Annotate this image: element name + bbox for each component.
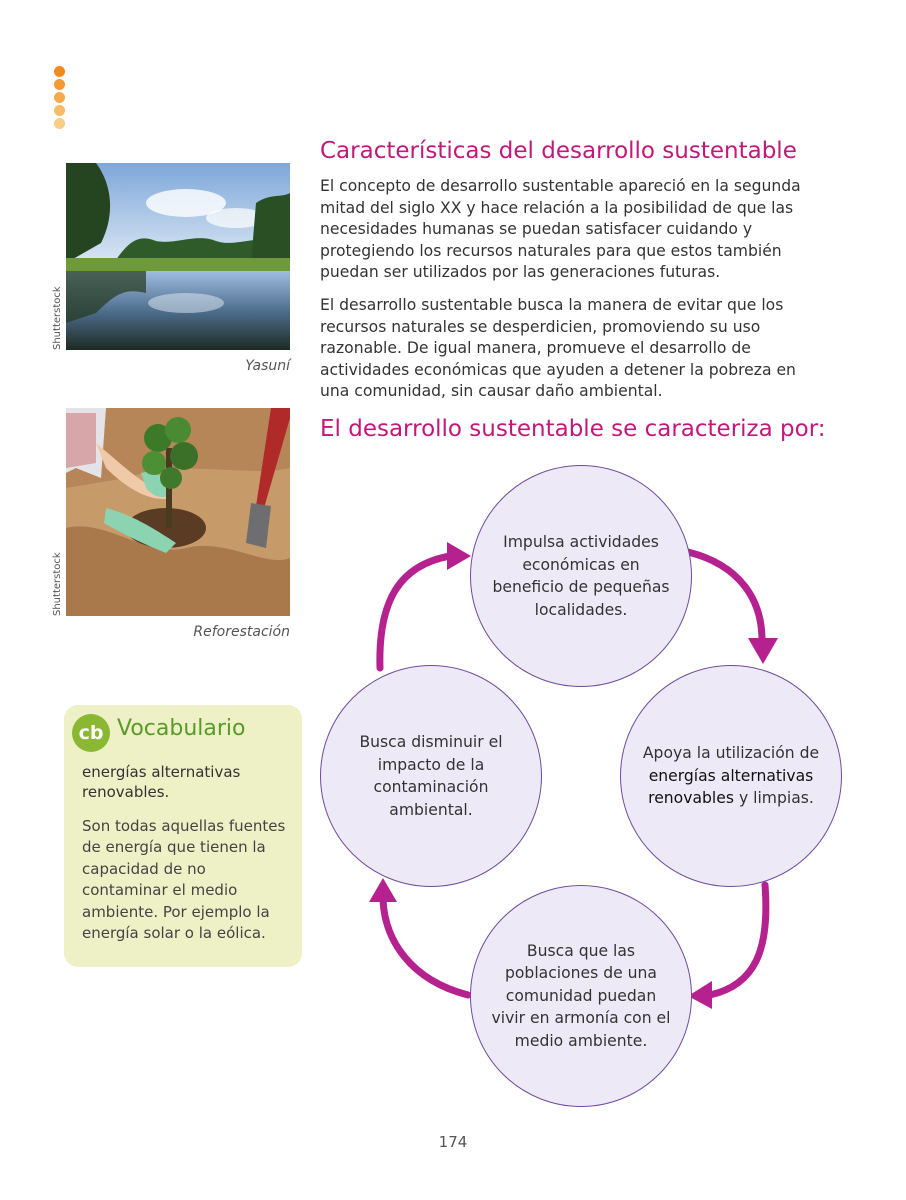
circle-text: Busca disminuir el impacto de la contaminación ambiental. [359, 733, 503, 819]
vocabulary-title: Vocabulario [117, 716, 246, 741]
circle-right [620, 665, 842, 887]
arrow-bottom-left [383, 900, 468, 995]
vocabulary-icon: cb [72, 714, 110, 752]
circle-top [470, 465, 692, 687]
vocabulary-definition: Son todas aquellas fuentes de energía que tienen la capacidad de no contaminar el medio ambiente. Por ejemplo la energía solar o la eólica. [82, 817, 286, 943]
circle-text-part: Apoya la utilización de [642, 744, 820, 763]
diagram-title: El desarrollo sustentable se caracteriza por: [320, 416, 826, 442]
highlighted-term: energías alternativas renovables [648, 766, 814, 808]
arrowhead [447, 542, 471, 570]
photo-caption-reforestacion: Reforestación [193, 624, 290, 640]
circle-text: Busca que las poblaciones de una comunidad puedan vivir en armonía con el medio ambiente. [491, 941, 671, 1050]
arrow-left-top [380, 556, 450, 668]
vocabulary-term: energías alternativas renovables. [82, 763, 241, 801]
arrow-top-right [688, 552, 762, 640]
page-number: 174 [438, 1133, 468, 1151]
paragraph-1: El concepto de desarrollo sustentable apareció en la segunda mitad del siglo XX y hace relación a la posibilidad de que las necesidades humanas se puedan satisfacer cuidando y protegiendo los recursos naturales para que estos también puedan ser utilizados por las generaciones futuras. [320, 177, 801, 281]
photo-caption-yasuni: Yasuní [245, 358, 290, 374]
arrow-right-bottom [710, 885, 766, 995]
paragraph-2: El desarrollo sustentable busca la manera de evitar que los recursos naturales se desperdicien, promoviendo su uso razonable. De igual manera, promueve el desarrollo de actividades económicas que ayuden a detener la pobreza en una comunidad, sin causar daño ambiental. [320, 296, 796, 400]
section-title: Características del desarrollo sustentable [320, 138, 797, 164]
circle-text [621, 742, 841, 810]
circle-text-part: y limpias. [738, 789, 814, 808]
photo-credit: Shutterstock [52, 286, 63, 350]
arrowhead [748, 638, 778, 664]
circle-left [320, 665, 542, 887]
photo-credit: Shutterstock [52, 552, 63, 616]
arrowhead [369, 878, 397, 902]
circle-text: Impulsa actividades económicas en beneficio de pequeñas localidades. [492, 533, 670, 619]
circle-bottom [470, 885, 692, 1107]
